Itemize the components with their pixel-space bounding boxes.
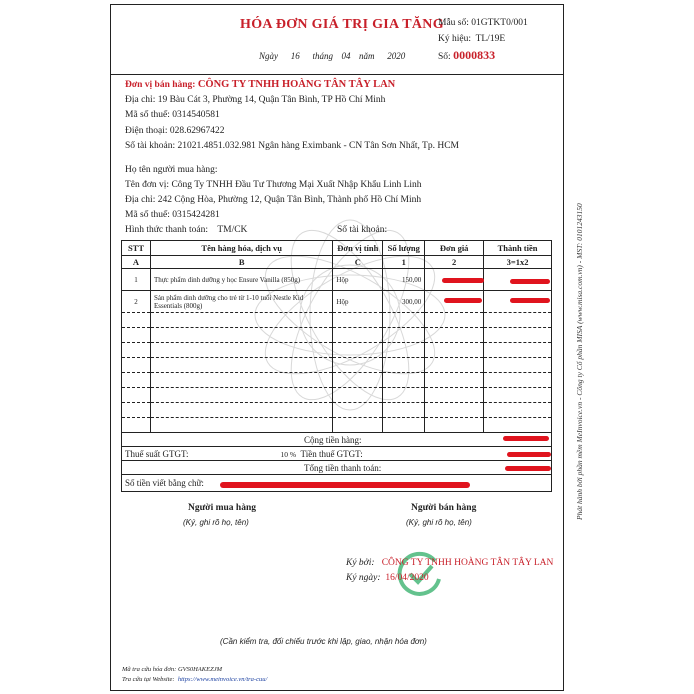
redaction-mark xyxy=(510,298,550,303)
redaction-mark xyxy=(442,278,484,283)
redaction-mark xyxy=(507,452,551,457)
redaction-mark xyxy=(503,436,549,441)
col-amount: Thành tiền xyxy=(484,241,552,256)
seller-name: Đơn vị bán hàng: CÔNG TY TNHH HOÀNG TÂN TÂY LAN xyxy=(125,79,396,90)
signed-date: Ký ngày: 16/04/2020 xyxy=(346,573,429,583)
col-unit: Đơn vị tính xyxy=(333,241,383,256)
signed-by: Ký bởi: CÔNG TY TNHH HOÀNG TÂN TÂY LAN xyxy=(346,558,554,568)
seller-account: Số tài khoản: 21021.4851.032.981 Ngân hàng Eximbank - CN Tân Sơn Nhất, Tp. HCM xyxy=(125,141,459,151)
seller-tax-code: Mã số thuế: 0314540581 xyxy=(125,110,220,120)
serial: Ký hiệu: TL/19E xyxy=(438,34,506,44)
redaction-mark xyxy=(220,482,470,488)
redaction-mark xyxy=(510,279,550,284)
lookup-link[interactable]: https://www.meinvoice.vn/tra-cuu/ xyxy=(177,676,268,683)
buyer-name-label: Họ tên người mua hàng: xyxy=(125,165,218,175)
col-stt: STT xyxy=(122,241,151,256)
form-number: Mẫu số: 01GTKT0/001 xyxy=(438,18,528,28)
invoice-number: Số: 0000833 xyxy=(438,48,496,62)
vat-row: Thuế suất GTGT: 10 % Tiền thuế GTGT: xyxy=(122,447,552,461)
items-table xyxy=(121,240,552,492)
buyer-unit: Tên đơn vị: Công Ty TNHH Đầu Tư Thương Mại Xuất Nhập Khẩu Linh Linh xyxy=(125,180,422,190)
col-price: Đơn giá xyxy=(425,241,484,256)
seller-address: Địa chỉ: 19 Bàu Cát 3, Phường 14, Quận Tân Bình, TP Hồ Chí Minh xyxy=(125,95,386,105)
invoice-date: Ngày 16 tháng 04 năm 2020 xyxy=(259,51,406,61)
buyer-sign-note: (Ký, ghi rõ họ, tên) xyxy=(183,518,249,527)
redaction-mark xyxy=(444,298,482,303)
subtotal-row: Cộng tiền hàng: xyxy=(122,433,552,447)
buyer-account-label: Số tài khoản: xyxy=(337,225,388,235)
redaction-mark xyxy=(505,466,551,471)
buyer-sign-title: Người mua hàng xyxy=(188,503,256,513)
seller-sign-note: (Ký, ghi rõ họ, tên) xyxy=(406,518,472,527)
seller-sign-title: Người bán hàng xyxy=(411,503,477,513)
col-name: Tên hàng hóa, dịch vụ xyxy=(150,241,332,256)
col-qty: Số lượng xyxy=(383,241,425,256)
invoice-title: HÓA ĐƠN GIÁ TRỊ GIA TĂNG xyxy=(240,17,444,32)
buyer-tax-code: Mã số thuế: 0315424281 xyxy=(125,210,220,220)
buyer-address: Địa chỉ: 242 Cộng Hòa, Phường 12, Quận Tân Bình, Thành phố Hồ Chí Minh xyxy=(125,195,422,205)
table-header-row xyxy=(122,241,552,256)
lookup-site: Tra cứu tại Website: https://www.meinvoice.vn/tra-cuu/ xyxy=(122,676,268,683)
payment-method: Hình thức thanh toán: TM/CK xyxy=(125,225,248,235)
in-words-row: Số tiền viết bằng chữ: xyxy=(122,475,552,492)
lookup-code: Mã tra cứu hóa đơn: GVS0HAKEZJM xyxy=(122,666,222,673)
seller-phone: Điện thoại: 028.62967422 xyxy=(125,126,225,136)
total-row: Tổng tiền thanh toán: xyxy=(122,461,552,475)
table-row: 2 Sản phẩm dinh dưỡng cho trẻ từ 1-10 tuổi Nestle Kid Essentials (800g) Hộp 300,00 xyxy=(122,291,552,313)
side-publisher-text: Phát hành bởi phần mềm MeInvoice.vn - Công ty Cổ phần MISA (www.misa.com.vn) - MST: 0101243150 xyxy=(575,203,584,520)
table-code-row: A B C 1 2 3=1x2 xyxy=(122,256,552,269)
footer-note: (Cần kiểm tra, đối chiếu trước khi lập, giao, nhận hóa đơn) xyxy=(220,637,427,646)
header-divider xyxy=(110,74,564,75)
table-row: 1 Thực phẩm dinh dưỡng y học Ensure Vanilla (850g) Hộp 150,00 xyxy=(122,269,552,291)
